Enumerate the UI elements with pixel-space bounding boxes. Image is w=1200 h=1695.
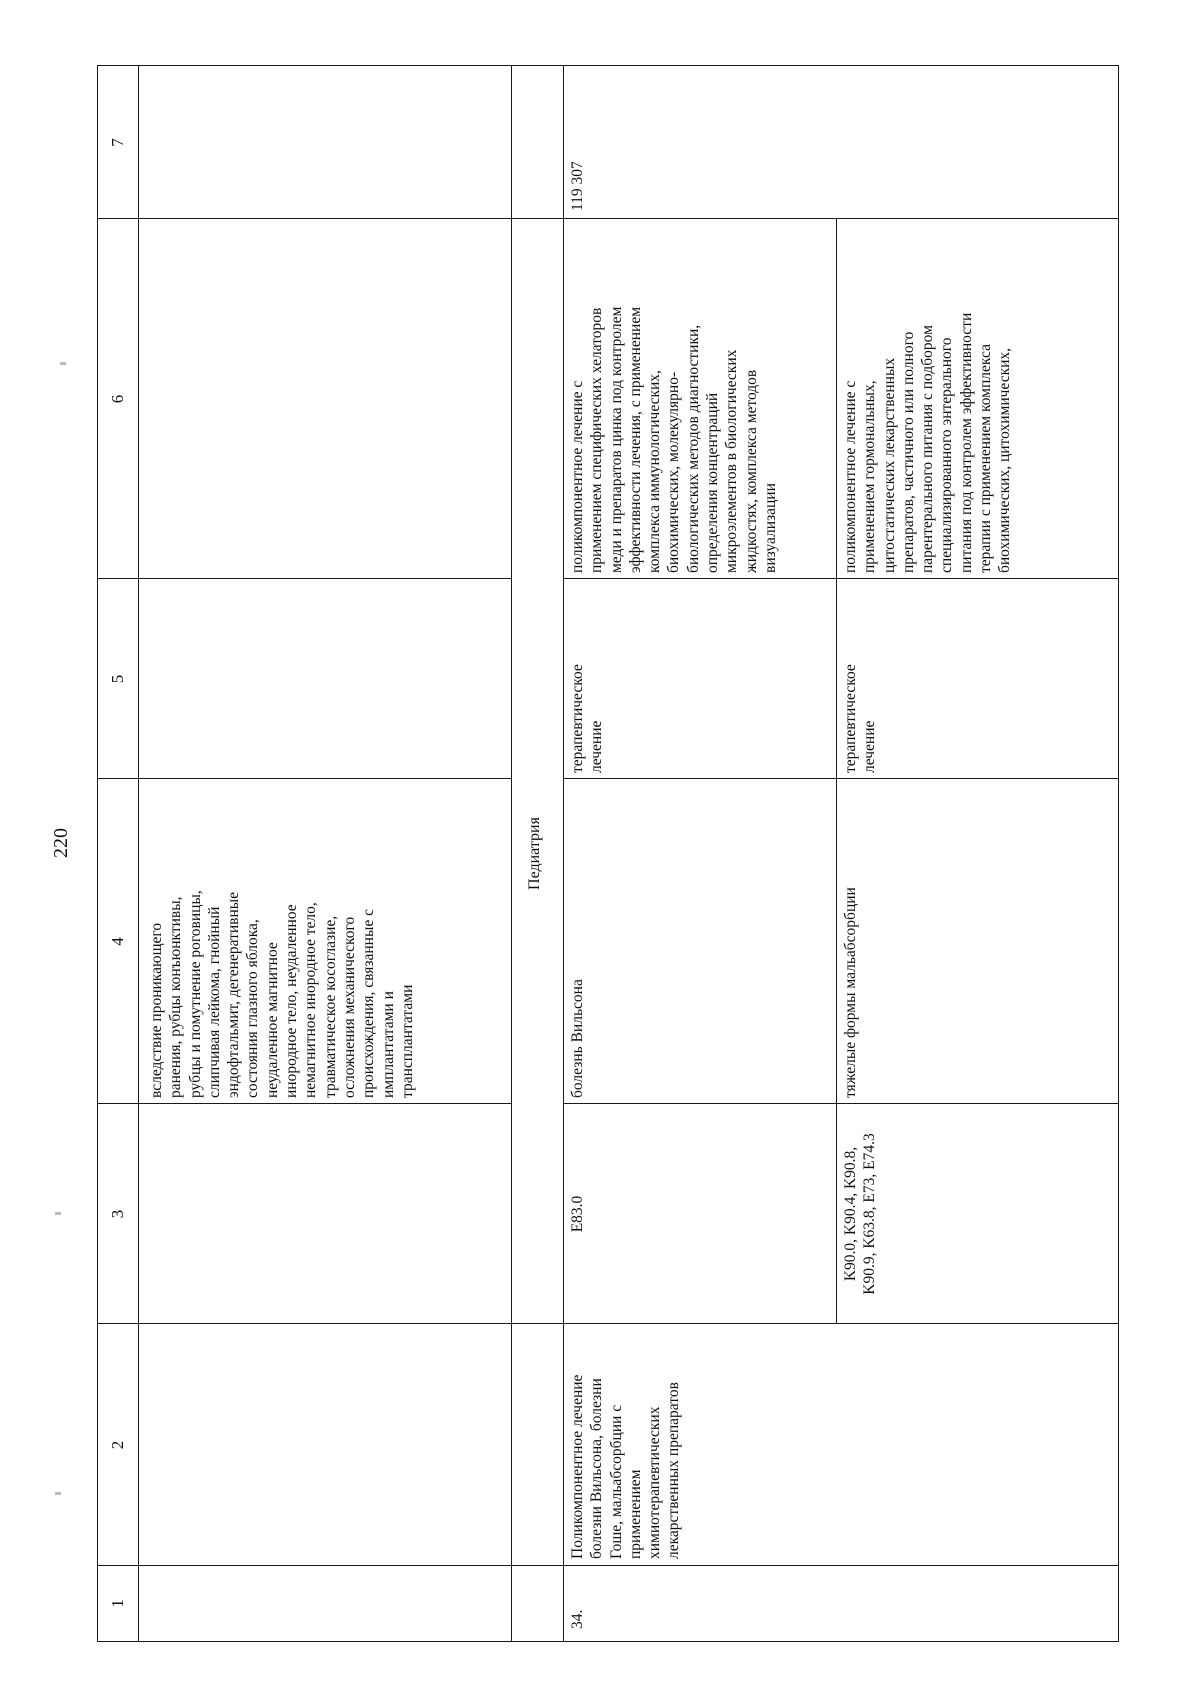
row-rule (563, 66, 564, 1641)
col-divider (563, 578, 1118, 579)
row-number: 34. (569, 1609, 586, 1629)
col-header-5: 5 (108, 674, 127, 684)
icd-codes: K90.0, K90.4, K90.8, K90.9, K63.8, E73, E74.3 (842, 1133, 879, 1295)
col-divider (98, 778, 511, 779)
scan-speck (60, 362, 66, 365)
icd-codes: E83.0 (569, 1195, 586, 1233)
col-divider (98, 1323, 1118, 1324)
col-header-7: 7 (108, 138, 127, 147)
treatment-method: поликомпонентное лечение с применением гормональных, цитостатических лекарственных препаратов, частичного или полного парентерального питания с подбором специализированного энтерального питания под контролем эффективности терапии с применением комплекса биохимических, цитохимических, (842, 312, 1014, 573)
col-divider (98, 1103, 511, 1104)
sub-row-rule (836, 219, 837, 1324)
disease-name: болезнь Вильсона (569, 979, 586, 1098)
header-rule (138, 66, 139, 1641)
col-divider (98, 218, 1118, 219)
cost-value: 119 307 (569, 161, 586, 211)
treatment-type: терапевтическое лечение (842, 664, 879, 773)
col-header-4: 4 (108, 937, 127, 946)
procedure-name: Поликомпонентное лечение болезни Вильсона, болезни Гоше, мальабсорбции с применением химиотерапевтических лекарственных препаратов (569, 1374, 683, 1559)
col-header-1: 1 (108, 1599, 127, 1608)
section-title: Педиатрия (526, 817, 543, 890)
col-divider (563, 778, 1118, 779)
treatment-type: терапевтическое лечение (569, 664, 606, 773)
row-rule (511, 66, 512, 1641)
col-header-3: 3 (108, 1209, 127, 1219)
medical-table (97, 65, 1119, 1642)
page-number: 220 (50, 828, 72, 858)
col-header-2: 2 (108, 1440, 127, 1450)
col-header-6: 6 (108, 394, 127, 404)
disease-name: тяжелые формы мальабсорбции (842, 887, 859, 1098)
scan-speck (55, 1212, 61, 1215)
continuation-diagnosis: вследствие проникающего ранения, рубцы конъюнктивы, рубцы и помутнение роговицы, слипчивая лейкома, гнойный эндофтальмит, дегенеративные состояния глазного яблока, неудаленное магнитное инородное тело, неудаленное немагнитное инородное тело, травматическое косоглазие, осложнения механического происхождения, связанные с имплантатами и трансплантатами (148, 890, 416, 1098)
scan-speck (55, 1492, 61, 1495)
col-divider (98, 578, 511, 579)
treatment-method: поликомпонентное лечение с применением специфических хелаторов меди и препаратов цинка под контролем эффективности лечения, с применением комплекса иммунологических, биохимических, молекулярно- биологических методов диагностики, определения концентраций микроэлементов в биологических жидкостях, комплекса методов визуализации (569, 306, 779, 573)
col-divider (98, 1565, 1118, 1566)
